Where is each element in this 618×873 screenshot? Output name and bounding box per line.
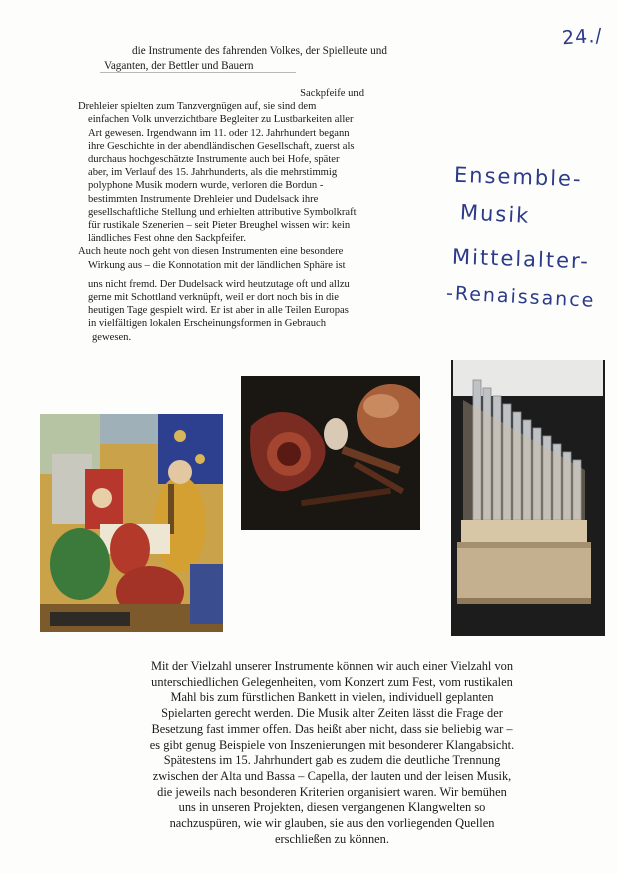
intro-line: Auch heute noch geht von diesen Instrumenten eine besondere	[78, 246, 344, 258]
handwritten-line-2: Musik	[459, 200, 531, 228]
closing-line: Besetzung fast immer offen. Das heißt aber nicht, dass sie beliebig war –	[151, 721, 513, 736]
intro-line: Art gewesen. Irgendwann im 11. oder 12. Jahrhundert begann	[88, 127, 350, 139]
intro-line: aber, im Verlauf des 15. Jahrhunderts, als die mehrstimmig	[88, 167, 338, 179]
portative-organ-image	[451, 360, 605, 636]
intro-line: für rustikale Szenerien – seit Pieter Breughel wissen wir: kein	[88, 220, 351, 232]
heading-rule	[100, 72, 296, 73]
intro-line: ländliches Fest ohne den Sackpfeifer.	[88, 233, 246, 245]
intro-line: Drehleier spielten zum Tanzvergnügen auf, sie sind dem	[78, 101, 317, 113]
intro-line: uns nicht fremd. Der Dudelsack wird heutzutage oft und allzu	[88, 278, 350, 290]
handwritten-line-3: Mittelalter-	[451, 244, 591, 274]
closing-line: Spätestens im 15. Jahrhundert gab es zudem die deutliche Trennung	[163, 753, 501, 768]
intro-line: gesellschaftliche Stellung und erhielten attributive Symbolkraft	[88, 206, 357, 218]
closing-line: zwischen der Alta und Bassa – Capella, der lauten und der leisen Musik,	[152, 768, 512, 783]
intro-line: gewesen.	[92, 331, 132, 343]
intro-line: gerne mit Schottland verknüpft, weil er dort noch bis in die	[88, 292, 339, 304]
hurdy-gurdy-bagpipe-image	[241, 376, 420, 530]
closing-line: erschließen zu können.	[275, 831, 389, 846]
handwritten-line-4: -Renaissance	[445, 282, 596, 312]
medieval-illumination-image	[40, 414, 223, 632]
intro-line: Wirkung aus – die Konnotation mit der ländlichen Sphäre ist	[88, 259, 346, 271]
intro-paragraph	[78, 87, 416, 344]
intro-line: bestimmten Instrumente Drehleier und Dudelsack ihre	[88, 193, 319, 205]
page-heading	[104, 44, 434, 74]
closing-paragraph	[102, 659, 562, 847]
closing-line: Spielarten gerecht werden. Die Musik alter Zeiten lässt die Frage der	[161, 706, 503, 721]
closing-line: es gibt genug Beispiele von Inszenierungen mit besonderer Klangabsicht.	[149, 737, 515, 752]
intro-line: durchaus hochgeschätzte Instrumente auch bei Hofe, später	[88, 154, 340, 166]
heading-line-2: Vaganten, der Bettler und Bauern	[104, 60, 254, 72]
heading-line-1: die Instrumente des fahrenden Volkes, der Spielleute und	[132, 45, 387, 57]
closing-line: unterschiedlichen Gelegenheiten, vom Konzert zum Fest, vom rustikalen	[151, 674, 513, 689]
closing-line: die jeweils nach besonderen Kriterien organisiert waren. Wir bemühen	[157, 784, 507, 799]
handwritten-line-1: Ensemble-	[453, 162, 583, 192]
intro-line: in vielfältigen lokalen Erscheinungsformen in Gebrauch	[88, 318, 326, 330]
closing-line: uns in unseren Projekten, diesen vergangenen Klangwelten so	[178, 800, 486, 815]
intro-line: heutigen Tage gespielt wird. Er ist aber in alle Teilen Europas	[88, 305, 349, 317]
intro-centered-line: Sackpfeife und	[300, 88, 364, 99]
closing-line: Mahl bis zum fürstlichen Bankett in vielen, individuell geplanten	[170, 690, 494, 705]
intro-line: polyphone Musik modern wurde, verloren die Bordun -	[88, 180, 324, 192]
closing-line: nachzuspüren, wie wir glauben, sie aus den vorliegenden Quellen	[169, 816, 495, 831]
intro-line: einfachen Volk unverzichtbare Begleiter zu Lustbarkeiten aller	[88, 114, 354, 126]
page-number-note: 24./	[561, 24, 604, 50]
closing-line: Mit der Vielzahl unserer Instrumente können wir auch einer Vielzahl von	[150, 659, 514, 673]
intro-line: ihre Geschichte in der abendländischen Gesellschaft, zuerst als	[88, 140, 355, 152]
